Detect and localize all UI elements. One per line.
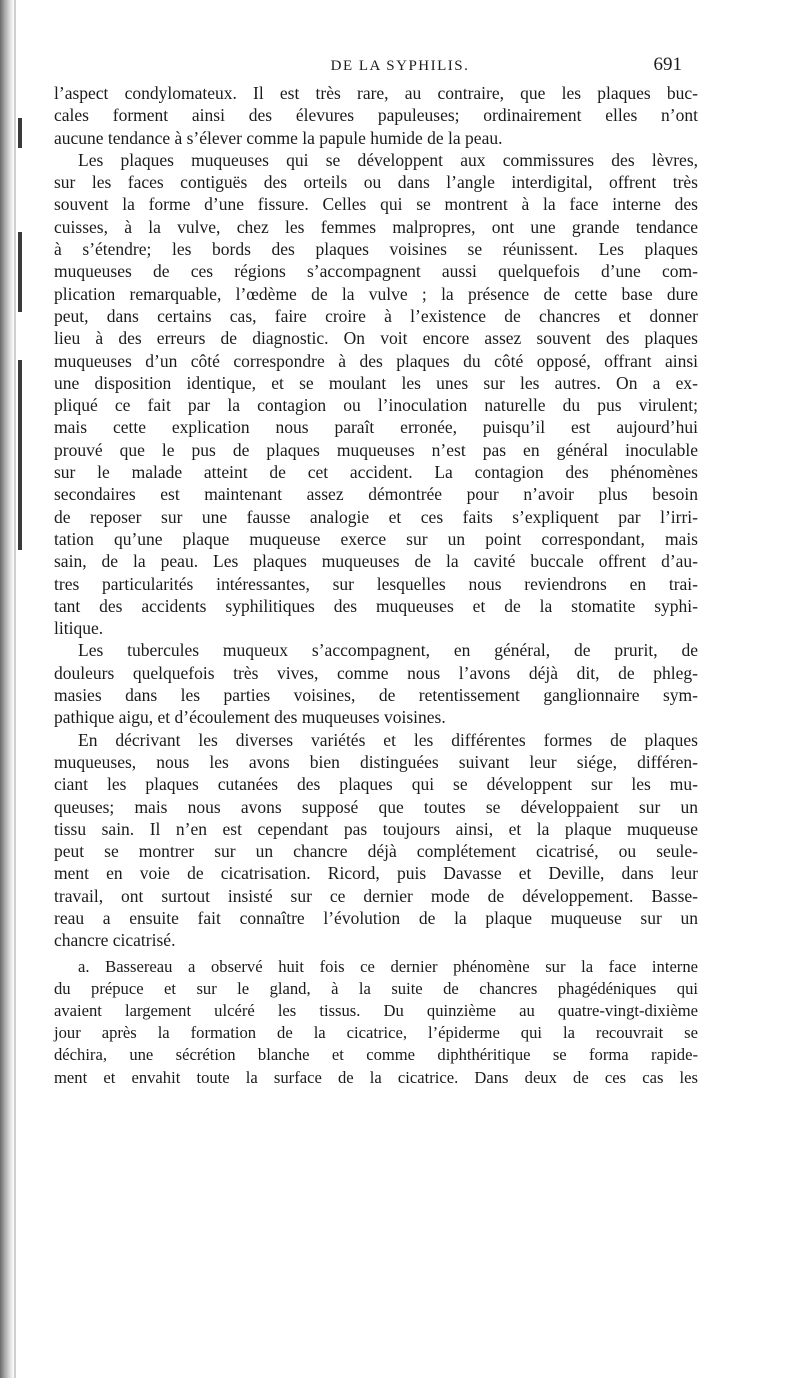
text-line: cales forment ainsi des élevures papuleuses; ordinairement elles n’ont	[54, 105, 698, 126]
text-line: ment en voie de cicatrisation. Ricord, puis Davasse et Deville, dans leur	[54, 863, 698, 884]
page-binding-shadow	[0, 0, 14, 1378]
text-line: En décrivant les diverses variétés et les différentes formes de plaques	[78, 729, 698, 750]
text-line: douleurs quelquefois très vives, comme nous l’avons déjà dit, de phleg-	[54, 662, 698, 683]
text-line: prouvé que le pus de plaques muqueuses n’est pas en général inoculable	[54, 439, 698, 460]
margin-mark	[18, 118, 22, 148]
margin-mark	[18, 232, 22, 312]
body-text	[54, 82, 698, 1089]
text-line: pliqué ce fait par la contagion ou l’inoculation naturelle du pus virulent;	[54, 395, 698, 416]
page-binding-edge	[14, 0, 16, 1378]
text-line: Les plaques muqueuses qui se développent aux commissures des lèvres,	[78, 149, 698, 170]
text-line: lieu à des erreurs de diagnostic. On voit encore assez souvent des plaques	[54, 328, 698, 349]
text-line: mais cette explication nous paraît erronée, puisqu’il est aujourd’hui	[54, 417, 698, 438]
text-line: queuses; mais nous avons supposé que toutes se développaient sur un	[54, 796, 698, 817]
text-line: muqueuses, nous les avons bien distinguées suivant leur siége, différen-	[54, 751, 698, 772]
footnote-line: a. Bassereau a observé huit fois ce dernier phénomène sur la face interne	[78, 956, 698, 976]
text-line: peut se montrer sur un chancre déjà complétement cicatrisé, ou seule-	[54, 841, 698, 862]
text-line: litique.	[54, 618, 104, 639]
text-line: une disposition identique, et se moulant les unes sur les autres. On a ex-	[54, 372, 698, 393]
text-line: secondaires est maintenant assez démontrée pour n’avoir plus besoin	[54, 484, 698, 505]
text-line: aucune tendance à s’élever comme la papule humide de la peau.	[54, 127, 503, 148]
text-line: l’aspect condylomateux. Il est très rare, au contraire, que les plaques buc-	[54, 83, 698, 103]
footnote-line: avaient largement ulcéré les tissus. Du quinzième au quatre-vingt-dixième	[54, 1000, 698, 1020]
text-line: muqueuses d’un côté correspondre à des plaques du côté opposé, offrant ainsi	[54, 350, 698, 371]
text-line: à s’étendre; les bords des plaques voisines se réunissent. Les plaques	[54, 239, 698, 260]
text-line: tation qu’une plaque muqueuse exerce sur un point correspondant, mais	[54, 528, 698, 549]
footnote-line: déchira, une sécrétion blanche et comme diphthéritique se forma rapide-	[54, 1045, 698, 1065]
running-title: DE LA SYPHILIS.	[330, 58, 470, 74]
text-line: de reposer sur une fausse analogie et ces faits s’expliquent par l’irri-	[54, 506, 698, 527]
text-line: masies dans les parties voisines, de retentissement ganglionnaire sym-	[54, 685, 698, 706]
text-line: sur le malade atteint de cet accident. La contagion des phénomènes	[54, 462, 698, 483]
footnote-line: jour après la formation de la cicatrice, l’épiderme qui la recouvrait se	[54, 1023, 698, 1043]
text-line: Les tubercules muqueux s’accompagnent, en général, de prurit, de	[78, 640, 698, 661]
text-line: plication remarquable, l’œdème de la vulve ; la présence de cette base dure	[54, 283, 698, 304]
margin-mark	[18, 360, 22, 550]
text-line: chancre cicatrisé.	[54, 930, 176, 951]
text-line: reau a ensuite fait connaître l’évolution de la plaque muqueuse sur un	[54, 907, 698, 928]
text-line: cuisses, à la vulve, chez les femmes malpropres, ont une grande tendance	[54, 216, 698, 237]
text-line: pathique aigu, et d’écoulement des muqueuses voisines.	[54, 707, 446, 728]
text-line: souvent la forme d’une fissure. Celles qui se montrent à la face interne des	[54, 194, 698, 215]
footnote-line: du prépuce et sur le gland, à la suite de chancres phagédéniques qui	[54, 978, 698, 998]
text-line: muqueuses de ces régions s’accompagnent aussi quelquefois d’une com-	[54, 261, 698, 282]
text-line: sain, de la peau. Les plaques muqueuses de la cavité buccale offrent d’au-	[54, 551, 698, 572]
text-line: tissu sain. Il n’en est cependant pas toujours ainsi, et la plaque muqueuse	[54, 818, 698, 839]
text-line: sur les faces contiguës des orteils ou dans l’angle interdigital, offrent très	[54, 172, 698, 193]
footnote-line: ment et envahit toute la surface de la cicatrice. Dans deux de ces cas les	[54, 1067, 698, 1087]
footnote	[54, 956, 698, 1089]
main-paragraphs	[54, 82, 698, 952]
text-line: tres particularités intéressantes, sur lesquelles nous reviendrons en trai-	[54, 573, 698, 594]
text-line: tant des accidents syphilitiques des muqueuses et de la stomatite syphi-	[54, 595, 698, 616]
text-line: ciant les plaques cutanées des plaques qui se développent sur les mu-	[54, 774, 698, 795]
page-number: 691	[653, 54, 682, 75]
text-line: travail, ont surtout insisté sur ce dernier mode de développement. Basse-	[54, 885, 698, 906]
text-line: peut, dans certains cas, faire croire à l’existence de chancres et donner	[54, 305, 698, 326]
running-head	[0, 54, 800, 80]
